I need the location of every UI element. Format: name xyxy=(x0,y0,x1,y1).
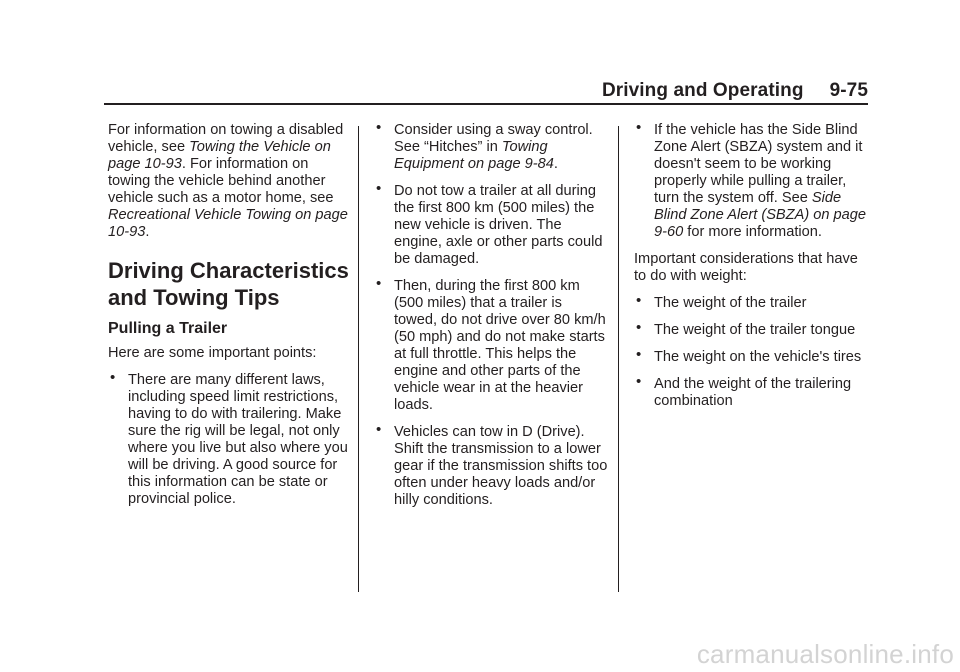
list-item xyxy=(374,275,608,414)
bullet-icon: • xyxy=(376,180,382,197)
text-run: . xyxy=(553,156,558,172)
text-run: Do not tow a trailer at all during the first 800 km (500 miles) the new vehicle is driven. The engine, axle or other parts could be damaged. xyxy=(394,183,603,267)
text-run: for more information. xyxy=(683,224,822,240)
page-number: 9-75 xyxy=(829,80,868,101)
section-heading: Driving Characteristics and Towing Tips xyxy=(108,258,349,310)
text-run: . xyxy=(145,224,150,240)
text-run: If the vehicle has the Side Blind Zone Alert (SBZA) system and it doesn't seem to be working properly while pulling a trailer, turn the system off. See xyxy=(654,122,863,206)
list-item xyxy=(374,180,608,268)
bullet-icon: • xyxy=(636,373,642,390)
list-item xyxy=(374,421,608,509)
text-run: Vehicles can tow in D (Drive). Shift the transmission to a lower gear if the transmission shifts too often under heavy loads and/or hilly conditions. xyxy=(394,424,608,508)
bullet-icon: • xyxy=(110,369,116,386)
column-2 xyxy=(374,119,608,519)
header-rule xyxy=(104,103,868,105)
list-item xyxy=(634,292,868,312)
bullet-icon: • xyxy=(376,119,382,136)
lead-paragraph: Here are some important points: xyxy=(108,345,317,361)
list-item xyxy=(108,369,352,508)
weight-intro-paragraph: Important considerations that have to do with weight: xyxy=(634,251,858,284)
bullet-list xyxy=(374,119,608,509)
text-run: . For information on towing the vehicle behind another vehicle such as a motor home, see xyxy=(108,156,334,206)
subsection-heading: Pulling a Trailer xyxy=(108,320,228,337)
watermark: carmanualsonline.info xyxy=(696,639,954,669)
list-item xyxy=(374,119,608,173)
cross-reference: Towing Equipment on page 9-84 xyxy=(394,139,554,172)
cross-reference: Towing the Vehicle on page 10-93 xyxy=(108,139,331,172)
page-header xyxy=(602,80,868,102)
column-3 xyxy=(634,119,868,420)
bullet-icon: • xyxy=(636,292,642,309)
bullet-icon: • xyxy=(376,275,382,292)
bullet-icon: • xyxy=(636,319,642,336)
bullet-list xyxy=(108,369,352,508)
cross-reference: Side Blind Zone Alert (SBZA) on page 9-60 xyxy=(654,190,866,240)
text-run: Consider using a sway control. See “Hitches” in xyxy=(394,122,593,155)
column-1 xyxy=(108,122,352,518)
bullet-list xyxy=(634,119,868,241)
list-item xyxy=(634,319,868,339)
cross-reference: Recreational Vehicle Towing on page 10-93 xyxy=(108,207,348,240)
text-run: The weight on the vehicle's tires xyxy=(654,349,862,365)
text-run: Then, during the first 800 km (500 miles) that a trailer is towed, do not drive over 80 km/h (50 mph) and do not make starts at full throttle. This helps the engine and other parts of the vehicle wear in at the heavier loads. xyxy=(394,278,606,413)
bullet-icon: • xyxy=(376,421,382,438)
section-title: Driving and Operating xyxy=(601,80,804,101)
text-run: For information on towing a disabled vehicle, see xyxy=(108,122,344,155)
column-divider xyxy=(358,126,359,592)
bullet-icon: • xyxy=(636,346,642,363)
weight-bullet-list xyxy=(634,292,868,410)
text-run: And the weight of the trailering combination xyxy=(654,376,852,409)
list-item xyxy=(634,119,868,241)
text-run: The weight of the trailer tongue xyxy=(654,322,856,338)
bullet-icon: • xyxy=(636,119,642,136)
list-item xyxy=(634,373,868,410)
column-divider xyxy=(618,126,619,592)
text-run: There are many different laws, including speed limit restrictions, having to do with trailering. Make sure the rig will be legal, not only where you live but also where you will be driving. A good source for this information can be state or provincial police. xyxy=(128,372,348,507)
list-item xyxy=(634,346,868,366)
intro-paragraph xyxy=(108,122,352,241)
text-run: The weight of the trailer xyxy=(654,295,807,311)
